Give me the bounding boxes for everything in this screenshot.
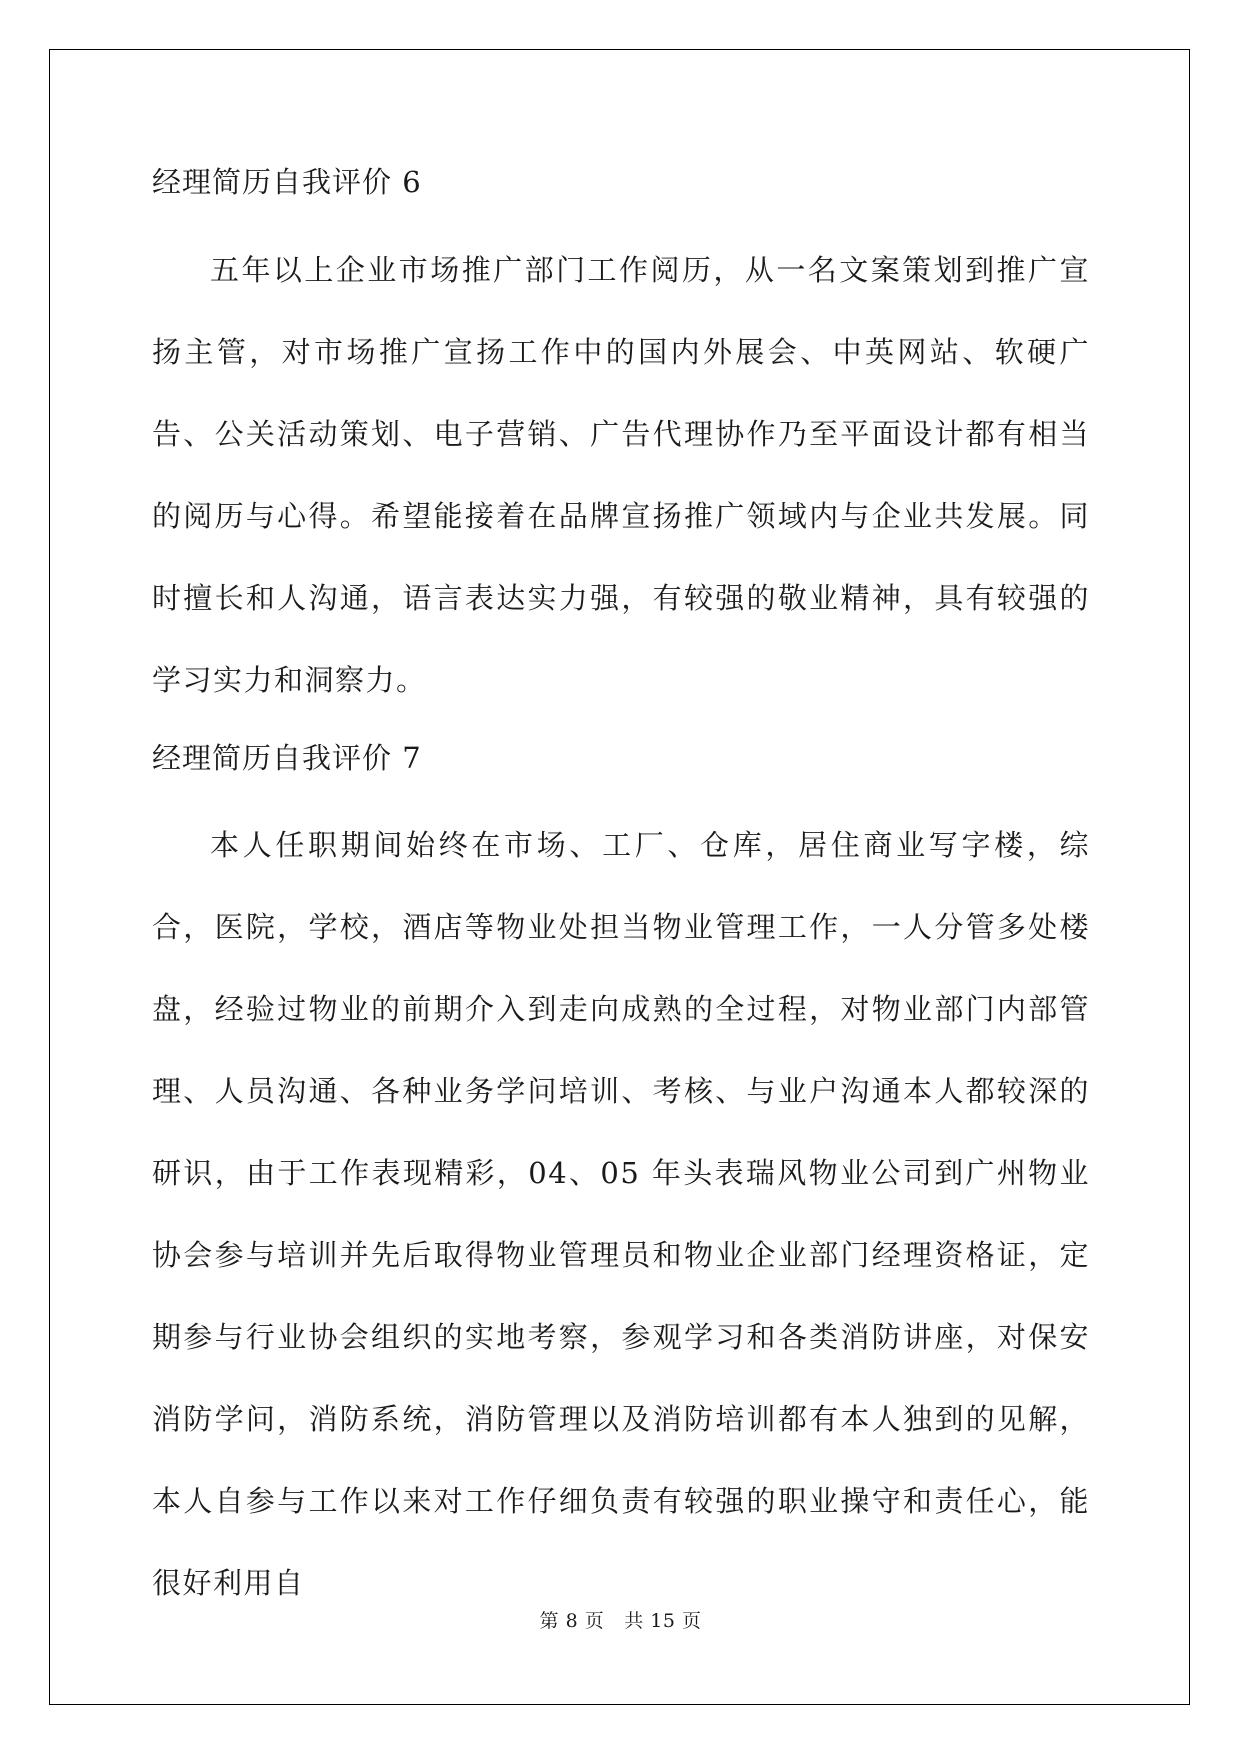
section-heading: 经理简历自我评价 7: [152, 741, 422, 775]
document-content: [152, 160, 1090, 1624]
page-number: 第 8 页: [539, 1610, 605, 1632]
page-footer: [0, 1609, 1241, 1633]
section-heading: 经理简历自我评价 6: [152, 165, 422, 199]
page-total: 共 15 页: [624, 1610, 702, 1632]
section-paragraph: 本人任职期间始终在市场、工厂、仓库，居住商业写字楼，综合，医院，学校，酒店等物业处担当物业管理工作，一人分管多处楼盘，经验过物业的前期介入到走向成熟的全过程，对物业部门内部管理、人员沟通、各种业务学问培训、考核、与业户沟通本人都较深的研识，由于工作表现精彩，04、05 年头表瑞风物业公司到广州物业协会参与培训并先后取得物业管理员和物业企业部门经理资格证，定期参与行业协会组织的实地考察，参观学习和各类消防讲座，对保安消防学问，消防系统，消防管理以及消防培训都有本人独到的见解，本人自参与工作以来对工作仔细负责有较强的职业操守和责任心，能很好利用自: [152, 828, 1090, 1600]
section-paragraph: 五年以上企业市场推广部门工作阅历，从一名文案策划到推广宣扬主管，对市场推广宣扬工作中的国内外展会、中英网站、软硬广告、公关活动策划、电子营销、广告代理协作乃至平面设计都有相当的阅历与心得。希望能接着在品牌宣扬推广领域内与企业共发展。同时擅长和人沟通，语言表达实力强，有较强的敬业精神，具有较强的学习实力和洞察力。: [152, 253, 1090, 697]
